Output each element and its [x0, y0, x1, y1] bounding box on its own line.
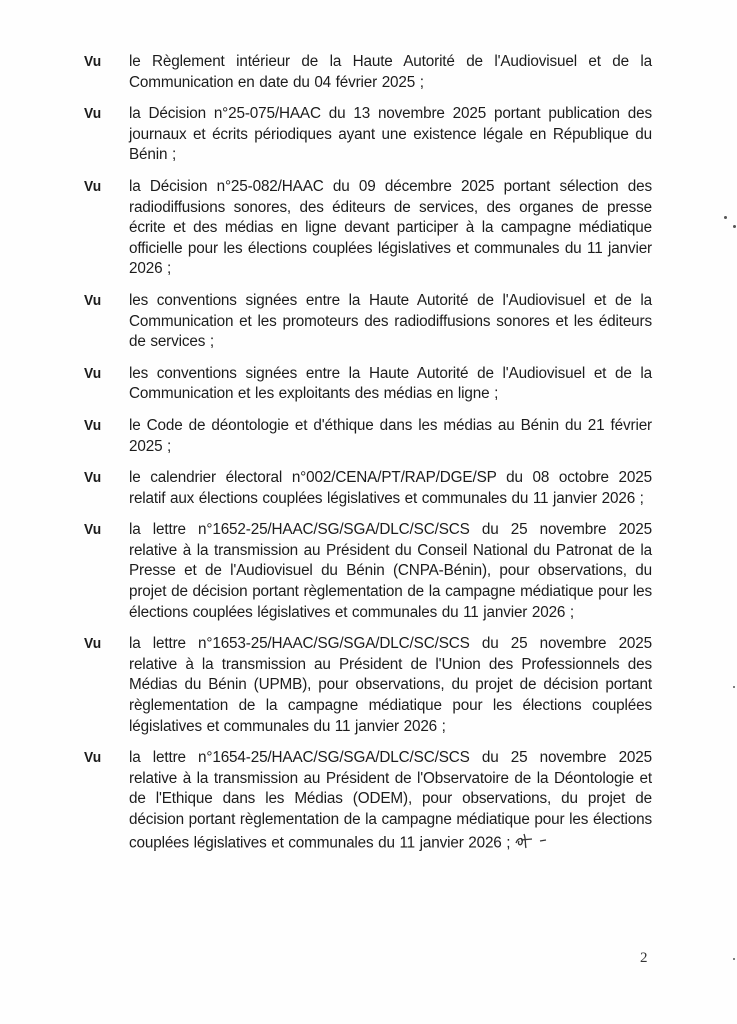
- clause-label: Vu: [84, 291, 102, 309]
- clause-item: [84, 177, 652, 280]
- clause-item: [84, 468, 652, 509]
- clause-item: [84, 634, 652, 737]
- clause-item: [84, 520, 652, 623]
- clause-text: la lettre n°1653-25/HAAC/SG/SGA/DLC/SC/SCS du 25 novembre 2025 relative à la transmission au Président de l'Union des Professionnels des Médias du Bénin (UPMB), pour observations, du projet de décision portant règlementation de la campagne médiatique pour les élections couplées législatives et communales du 11 janvier 2026 ;: [129, 635, 652, 735]
- clause-list: [84, 52, 652, 866]
- clause-item: [84, 748, 652, 855]
- clause-label: Vu: [84, 105, 102, 123]
- clause-label: Vu: [84, 53, 102, 70]
- clause-text: la lettre n°1654-25/HAAC/SG/SGA/DLC/SC/SCS du 25 novembre 2025 relative à la transmission au Président de l'Observatoire de la Déontologie et de l'Ethique dans les Médias (ODEM), pour observations, du projet de décision portant règlementation de la campagne médiatique pour les élections couplées législatives et communales du 11 janvier 2026 ;: [129, 749, 652, 851]
- clause-item: [84, 291, 652, 353]
- handwritten-initials-icon: [512, 831, 556, 856]
- clause-label: Vu: [84, 521, 102, 539]
- scan-speck: [733, 225, 736, 228]
- clause-text: le Règlement intérieur de la Haute Autorité de l'Audiovisuel et de la Communication en date du 04 février 2025 ;: [129, 53, 652, 91]
- clause-text: le Code de déontologie et d'éthique dans les médias au Bénin du 21 février 2025 ;: [129, 416, 652, 455]
- clause-text: la Décision n°25-075/HAAC du 13 novembre 2025 portant publication des journaux et écrits périodiques ayant une existence légale en République du Bénin ;: [129, 105, 652, 164]
- clause-label: Vu: [84, 364, 102, 382]
- clause-text: les conventions signées entre la Haute Autorité de l'Audiovisuel et de la Communication et les promoteurs des radiodiffusions sonores et les éditeurs de services ;: [129, 291, 652, 351]
- clause-text-with-initials: [129, 748, 652, 855]
- clause-label: Vu: [84, 416, 102, 434]
- clause-item: [84, 364, 652, 405]
- clause-item: [84, 416, 652, 457]
- clause-label: Vu: [84, 469, 102, 487]
- clause-text: le calendrier électoral n°002/CENA/PT/RAP/DGE/SP du 08 octobre 2025 relatif aux élections couplées législatives et communales du 11 janvier 2026 ;: [129, 469, 652, 507]
- clause-text: les conventions signées entre la Haute Autorité de l'Audiovisuel et de la Communication et les exploitants des médias en ligne ;: [129, 364, 652, 403]
- clause-label: Vu: [84, 635, 102, 653]
- clause-text: la Décision n°25-082/HAAC du 09 décembre 2025 portant sélection des radiodiffusions sonores, des éditeurs de services, des organes de presse écrite et des médias en ligne devant participer à la campagne médiatique officielle pour les élections couplées législatives et communales du 11 janvier 2026 ;: [129, 177, 652, 278]
- scan-speck: [733, 686, 735, 688]
- clause-item: [84, 52, 652, 93]
- scan-speck: [724, 216, 727, 219]
- page-number: 2: [640, 950, 648, 966]
- clause-label: Vu: [84, 177, 102, 195]
- clause-label: Vu: [84, 749, 102, 767]
- scan-speck: [733, 958, 735, 960]
- clause-text: la lettre n°1652-25/HAAC/SG/SGA/DLC/SC/SCS du 25 novembre 2025 relative à la transmission au Président du Conseil National du Patronat de la Presse et de l'Audiovisuel du Bénin (CNPA-Bénin), pour observations, du projet de décision portant règlementation de la campagne médiatique pour les élections couplées législatives et communales du 11 janvier 2026 ;: [129, 521, 652, 621]
- clause-item: [84, 104, 652, 166]
